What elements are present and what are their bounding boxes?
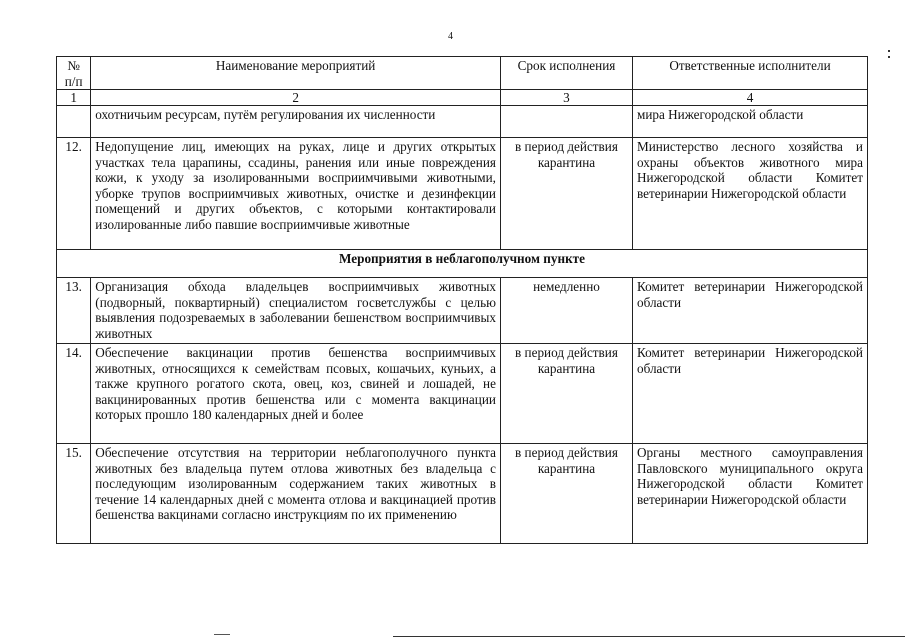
table-row-15 [57, 444, 868, 544]
row-number: 14. [57, 344, 91, 444]
column-index-row [57, 90, 868, 106]
section-title: Мероприятия в неблагополучном пункте [57, 250, 868, 278]
measure-responsible: Комитет ветеринарии Нижегородской области [633, 344, 868, 444]
footer-dash [214, 634, 230, 635]
measure-name: охотничьим ресурсам, путём регулирования их численности [91, 106, 501, 138]
row-number [57, 106, 91, 138]
measure-term: немедленно [500, 278, 632, 344]
header-num: № п/п [57, 57, 91, 90]
header-term: Срок исполнения [500, 57, 632, 90]
measure-term: в период действия карантина [500, 344, 632, 444]
measure-name: Организация обхода владельцев восприимчивых животных (подворный, поквартирный) специалистом госветслужбы с целью выявления подозреваемых в заболевании бешенством восприимчивых животных [91, 278, 501, 344]
header-responsible: Ответственные исполнители [633, 57, 868, 90]
measure-responsible: Министерство лесного хозяйства и охраны объектов животного мира Нижегородской области Комитет ветеринарии Нижегородской области [633, 138, 868, 250]
table-row-12 [57, 138, 868, 250]
measure-responsible: Комитет ветеринарии Нижегородской области [633, 278, 868, 344]
row-number: 15. [57, 444, 91, 544]
column-index-3: 3 [500, 90, 632, 106]
header-name: Наименование мероприятий [91, 57, 501, 90]
table-header-row [57, 57, 868, 90]
measure-term: в период действия карантина [500, 444, 632, 544]
row-number: 13. [57, 278, 91, 344]
table-row-continued [57, 106, 868, 138]
page-number: 4 [448, 31, 453, 42]
table-row-13 [57, 278, 868, 344]
column-index-2: 2 [91, 90, 501, 106]
measure-term: в период действия карантина [500, 138, 632, 250]
table-row-14 [57, 344, 868, 444]
measure-responsible: Органы местного самоуправления Павловского муниципального округа Нижегородской области Комитет ветеринарии Нижегородской области [633, 444, 868, 544]
section-row [57, 250, 868, 278]
row-number: 12. [57, 138, 91, 250]
column-index-1: 1 [57, 90, 91, 106]
measures-table [56, 56, 868, 544]
footer-line [393, 636, 905, 637]
measure-name: Обеспечение отсутствия на территории неблагополучного пункта животных без владельца путем отлова животных без владельца с последующим изолированным содержанием таких животных в течение 14 календарных дней с момента отлова и вакцинацией против бешенства вакцинами согласно инструкциям по их применению [91, 444, 501, 544]
measure-term [500, 106, 632, 138]
measure-name: Недопущение лиц, имеющих на руках, лице и других открытых участках тела царапины, ссадины, ранения или иные повреждения кожи, к уходу за изолированными восприимчивыми животными, уборке трупов восприимчивых животных, очистке и дезинфекции помещений и других объектов, с которыми контактировали изолированные либо павшие восприимчивые животные [91, 138, 501, 250]
margin-mark [888, 50, 890, 58]
measure-responsible: мира Нижегородской области [633, 106, 868, 138]
column-index-4: 4 [633, 90, 868, 106]
measure-name: Обеспечение вакцинации против бешенства восприимчивых животных, относящихся к семействам псовых, кошачьих, куньих, а также крупного рогатого скота, овец, коз, свиней и лошадей, не вакцинированных против бешенства или с момента вакцинации которых прошло 180 календарных дней и более [91, 344, 501, 444]
